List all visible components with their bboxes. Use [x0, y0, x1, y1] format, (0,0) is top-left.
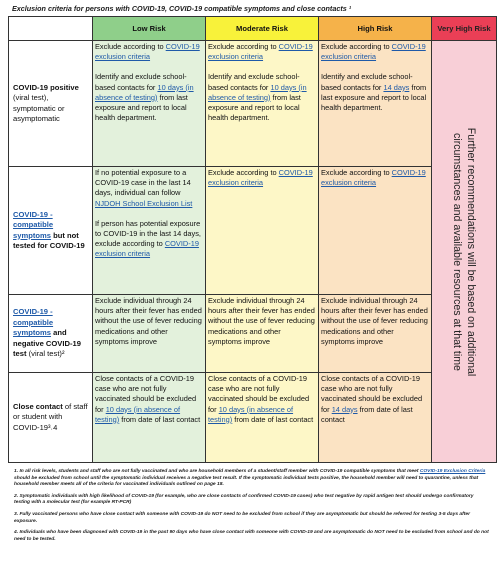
exclusion-criteria-link[interactable]: COVID-19 exclusion criteria	[321, 42, 426, 62]
cell-text: Identify and exclude school-based contacts for	[321, 72, 413, 92]
note-line-1: Further recommendations will be based on additional	[465, 127, 477, 376]
row-label-rest: (viral test)²	[26, 349, 65, 359]
cell-positive-high	[319, 41, 432, 167]
row-label-covid-positive	[9, 41, 93, 167]
cell-text: Close contacts of a COVID-19 case who are not fully vaccinated should be excluded for	[208, 374, 310, 414]
header-low-risk: Low Risk	[93, 17, 206, 41]
ten-days-link[interactable]: 10 days (in absence of testing)	[208, 404, 294, 424]
exclusion-criteria-link[interactable]: COVID-19 exclusion criteria	[95, 239, 199, 259]
exclusion-criteria-link[interactable]: COVID-19 Exclusion Criteria	[419, 469, 486, 474]
cell-text: Close contacts of a COVID-19 case who are not fully vaccinated should be excluded for	[321, 374, 423, 414]
cell-positive-moderate	[206, 41, 319, 167]
cell-text: If person has potential exposure to COVID-19 in the last 14 days, exclude according to	[95, 218, 201, 249]
ten-days-link[interactable]: 10 days (in absence of testing)	[95, 404, 181, 424]
cell-contact-low	[93, 373, 206, 463]
compatible-symptoms-link[interactable]: COVID-19 - compatible symptoms	[13, 209, 54, 240]
cell-text: Exclude according to	[208, 168, 279, 177]
cell-contact-moderate	[206, 373, 319, 463]
cell-text: from date of last contact	[321, 404, 413, 424]
table-title: Exclusion criteria for persons with COVID-19, COVID-19 compatible symptoms and close contacts ¹	[12, 4, 352, 13]
cell-text: from date of last contact	[119, 414, 201, 424]
ten-days-link[interactable]: 10 days (in absence of testing)	[208, 82, 307, 102]
cell-negative-moderate: Exclude individual through 24 hours after their fever has ended without the use of fever reducing medications and other symptoms improve	[206, 295, 319, 373]
cell-very-high-note	[432, 41, 497, 463]
exclusion-criteria-link[interactable]: COVID-19 exclusion criteria	[95, 42, 200, 62]
row-label-bold: COVID-19 positive	[13, 82, 79, 92]
cell-compatible-low	[93, 167, 206, 295]
cell-negative-high: Exclude individual through 24 hours after their fever has ended without the use of fever reducing medications and other symptoms improve	[319, 295, 432, 373]
exclusion-criteria-link[interactable]: COVID-19 exclusion criteria	[208, 42, 313, 62]
exclusion-criteria-link[interactable]: COVID-19 exclusion criteria	[321, 168, 426, 188]
cell-compatible-high	[319, 167, 432, 295]
row-label-bold: and negative COVID-19 test	[13, 328, 81, 359]
row-label-bold: Close contact	[13, 401, 63, 411]
cell-text: Exclude according to	[321, 168, 392, 177]
cell-compatible-moderate	[206, 167, 319, 295]
footnote-4: 4. Individuals who have been diagnosed with COVID-19 in the past 90 days who have close contact with someone with COVID-19 and are asymptomatic do NOT need to be excluded from school and do not need to be tested.	[14, 530, 489, 542]
header-high-risk: High Risk	[319, 17, 432, 41]
footnote-1	[14, 469, 490, 489]
cell-text: Close contacts of a COVID-19 case who are not fully vaccinated should be excluded for	[95, 374, 197, 414]
row-label-negative-test	[9, 295, 93, 373]
row-label-bold: but not tested for COVID-19	[13, 230, 85, 250]
cell-text: from last exposure and report to local health department.	[95, 92, 188, 123]
njdoh-exclusion-list-link[interactable]: NJDOH School Exclusion List	[95, 198, 193, 208]
cell-positive-low	[93, 41, 206, 167]
footnote-text: should be excluded from school until the symptomatic individual receives a negative test result. If the symptomatic individual tests positive, the household member will need to quarantine, unless that household member meets all of the criteria for vaccinated individuals outlined on page 18.	[14, 475, 479, 488]
row-label-close-contact	[9, 373, 93, 463]
header-very-high-risk: Very High Risk	[432, 17, 497, 41]
cell-text: Identify and exclude school-based contacts for	[95, 72, 187, 92]
fourteen-days-link[interactable]: 14 days	[331, 404, 358, 414]
exclusion-criteria-table	[8, 16, 497, 463]
header-moderate-risk: Moderate Risk	[206, 17, 319, 41]
cell-text: from date of last contact	[232, 414, 314, 424]
note-line-2: circumstances and available resources at that time	[451, 132, 463, 371]
row-label-compatible-symptoms	[9, 167, 93, 295]
footnote-text: 1. In all risk levels, students and staff who are not fully vaccinated and who are household members of a student/staff member with COVID-19 compatible symptoms that meet	[14, 469, 420, 474]
cell-text: from last exposure and report to local health department.	[208, 92, 301, 123]
footnote-3: 3. Fully vaccinated persons who have close contact with someone with COVID-19 do NOT need to be excluded from school if they are asymptomatic but should be referred for testing 3-5 days after exposure.	[14, 511, 471, 524]
footnotes	[14, 469, 490, 543]
cell-text: Exclude according to	[95, 42, 166, 51]
cell-negative-low: Exclude individual through 24 hours after their fever has ended without the use of fever reducing medications and other symptoms improve	[93, 295, 206, 373]
cell-text: Exclude according to	[321, 42, 392, 51]
cell-text: If no potential exposure to a COVID-19 case in the last 14 days, individual can follow	[95, 168, 191, 198]
fourteen-days-link[interactable]: 14 days	[383, 82, 410, 92]
cell-text: Exclude according to	[208, 42, 279, 51]
very-high-risk-note	[450, 127, 478, 376]
compatible-symptoms-link[interactable]: COVID-19 - compatible symptoms	[13, 307, 54, 338]
row-label-rest: (viral test), symptomatic or asymptomatic	[13, 93, 65, 123]
row-label-rest: of staff or student with COVID-19³˒4	[13, 401, 88, 432]
ten-days-link[interactable]: 10 days (in absence of testing)	[95, 82, 194, 102]
cell-text: Identify and exclude school-based contacts for	[208, 72, 300, 92]
exclusion-criteria-link[interactable]: COVID-19 exclusion criteria	[208, 168, 313, 188]
cell-contact-high	[319, 373, 432, 463]
cell-text: from last exposure and report to local health department.	[321, 82, 427, 113]
footnote-2: 2. Symptomatic individuals with high likelihood of COVID-19 (for example, who are close contacts of confirmed COVID-19 cases) who test negative by rapid antigen test should undergo confirmatory testing with a molecular test (for example RT-PCR)	[14, 493, 474, 506]
corner-cell	[9, 17, 93, 41]
